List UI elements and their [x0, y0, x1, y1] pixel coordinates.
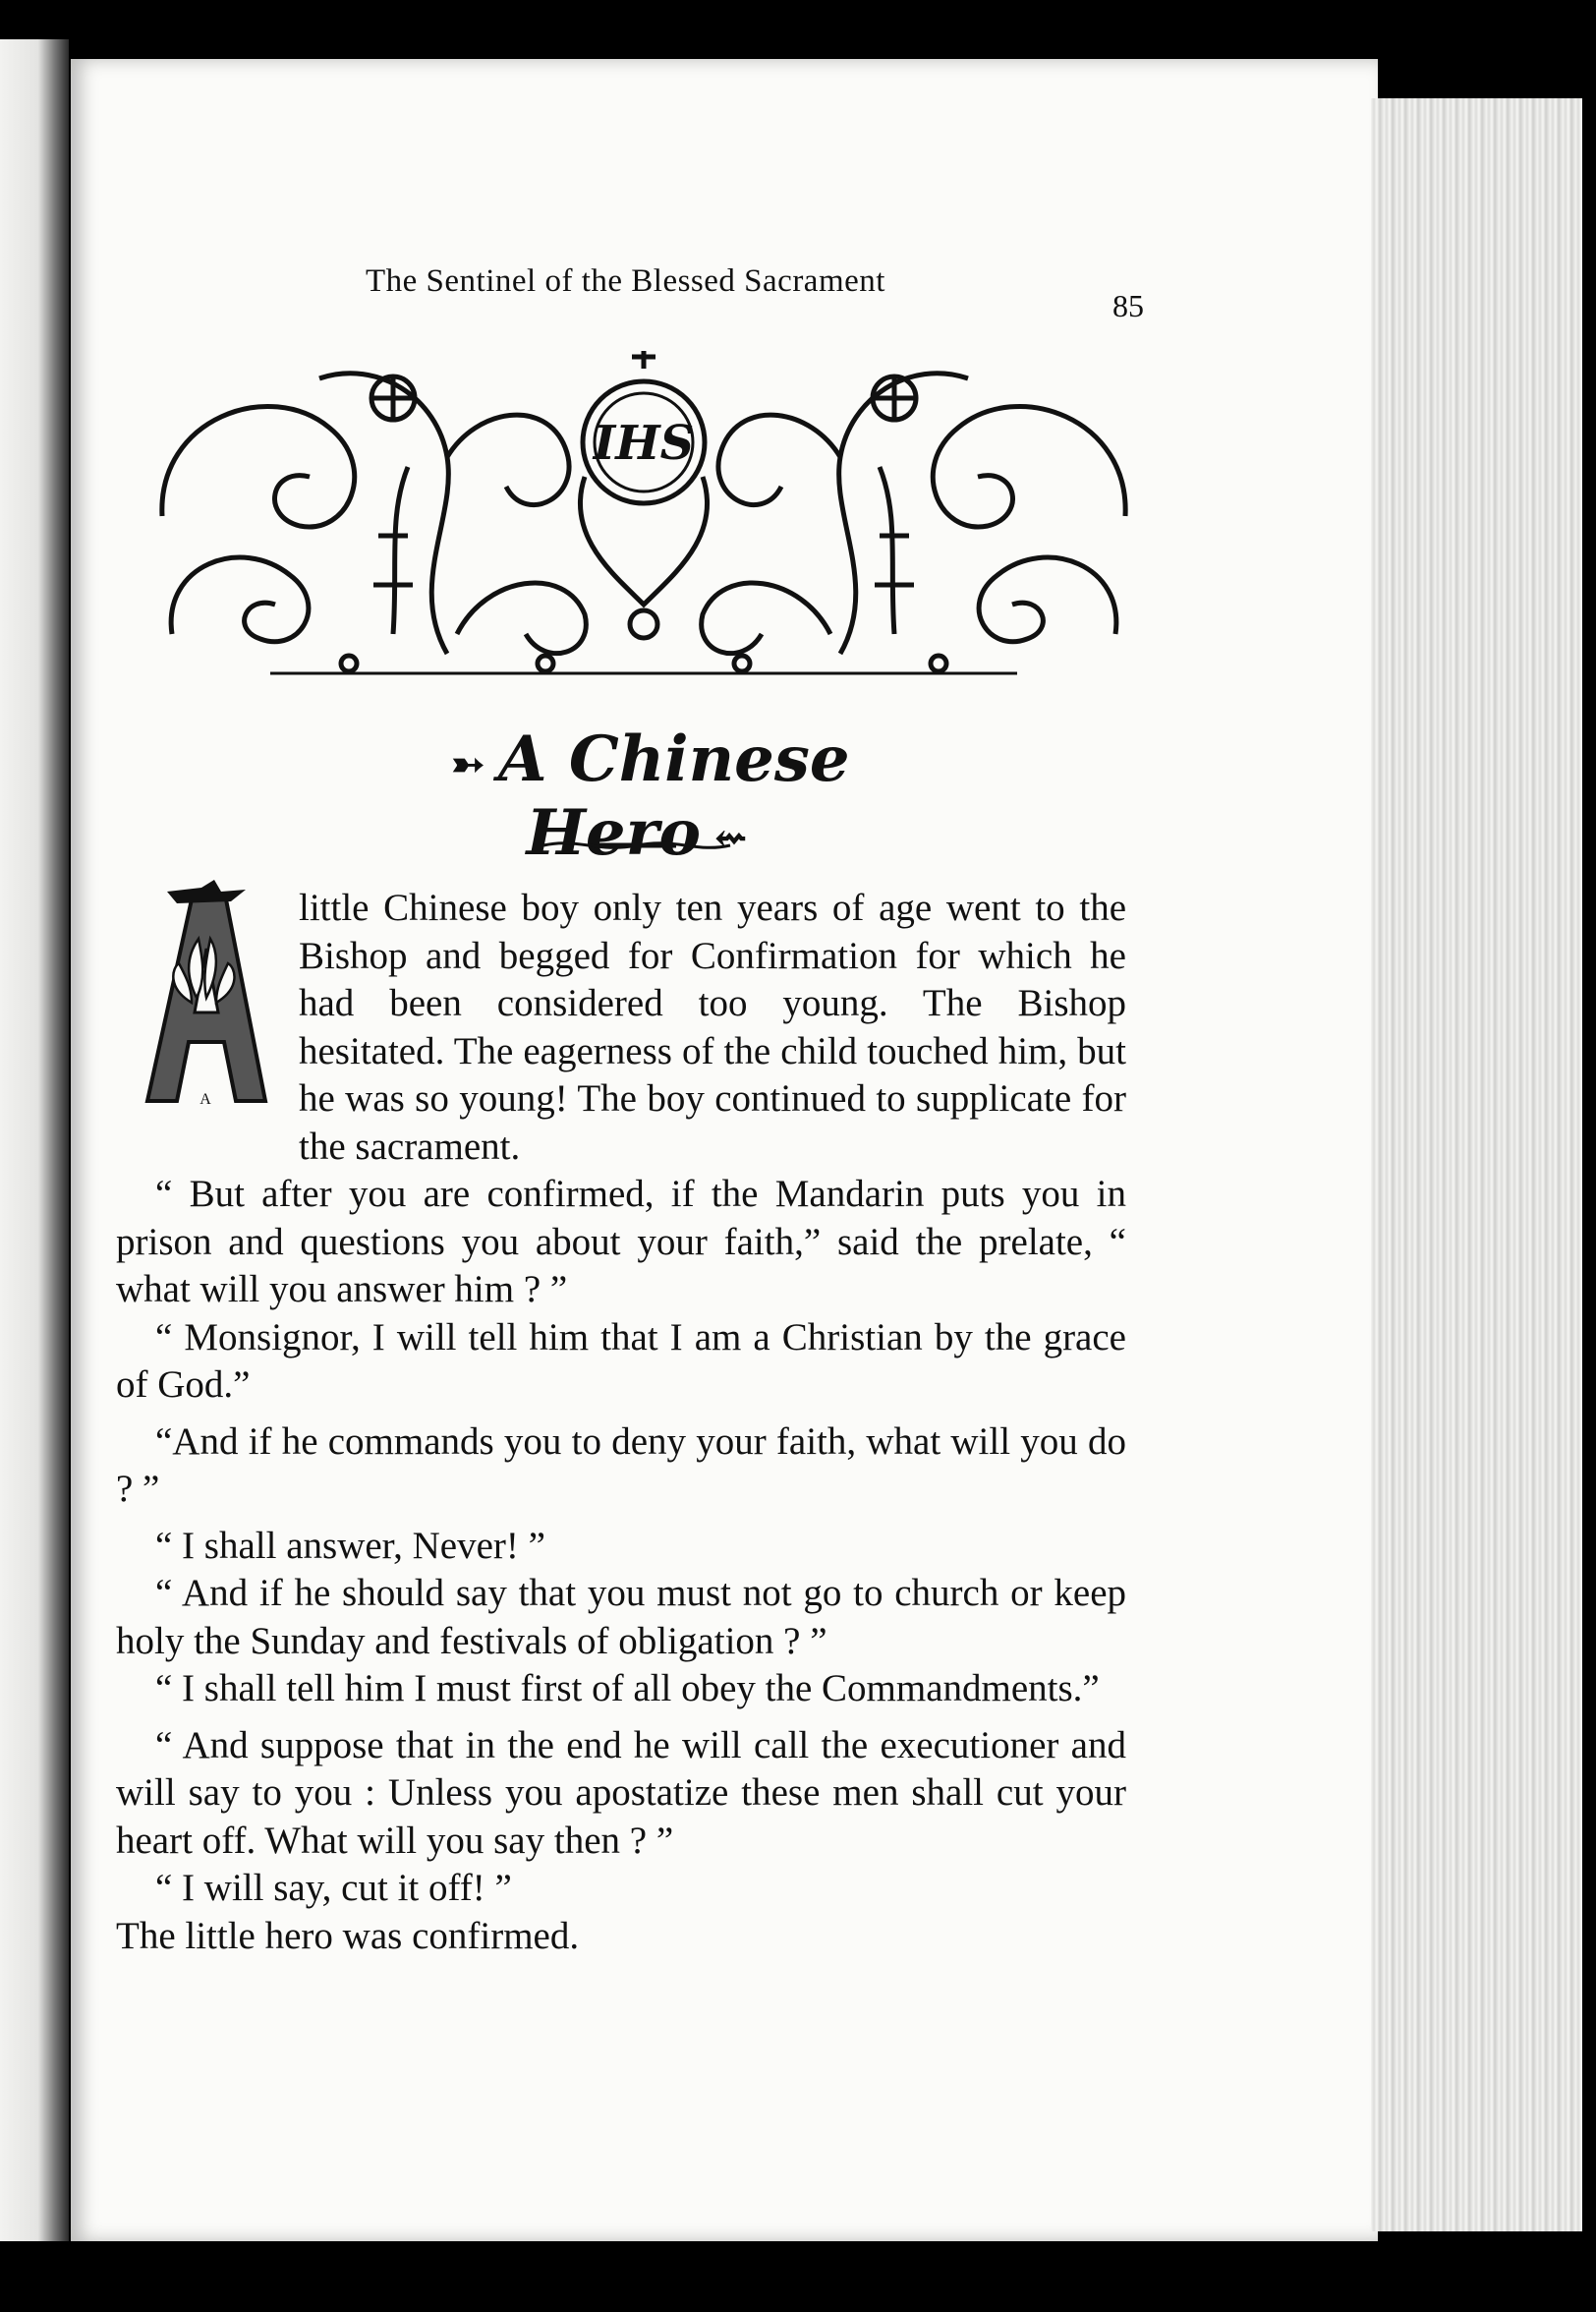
paragraph-4: “And if he commands you to deny your faith, what will you do ? ”: [116, 1419, 1126, 1510]
paragraph-1: little Chinese boy only ten years of age went to the Bishop and begged for Confirmation for which he had been considered too young. The Bishop hesitated. The eagerness of the child touched him, but he was so young! The boy continued to supplicate for the sacrament.: [299, 887, 1126, 1168]
paragraph-9: “ I will say, cut it off! ”: [155, 1867, 512, 1909]
dropcap-letter: A: [200, 1091, 211, 1108]
paragraph-2: “ But after you are confirmed, if the Mandarin puts you in prison and questions you about your faith,” said the prelate, “ what will you answer him ? ”: [116, 1173, 1126, 1310]
right-arrow-ornament: ⇜: [714, 815, 748, 861]
page-edges: [1371, 98, 1582, 2231]
paragraph-5: “ I shall answer, Never! ”: [155, 1524, 545, 1567]
paragraph-8: “ And suppose that in the end he will call the executioner and will say to you : Unless you apostatize these men shall cut your heart off. What will you say then ? ”: [116, 1723, 1126, 1862]
paragraph-6: “ And if he should say that you must not go to church or keep holy the Sunday and festivals of obligation ? ”: [116, 1572, 1126, 1662]
article-body: [116, 885, 1126, 1960]
book-spine: [0, 39, 69, 2241]
paragraph-10: The little hero was confirmed.: [116, 1914, 580, 1957]
chapter-title-text: A Chinese Hero: [497, 722, 850, 870]
paragraph-3: “ Monsignor, I will tell him that I am a Christian by the grace of God.”: [116, 1315, 1126, 1406]
running-head: The Sentinel of the Blessed Sacrament: [366, 263, 885, 299]
decorative-headpiece: [152, 339, 1135, 688]
left-arrow-ornament: ➳: [451, 741, 484, 787]
page-number: 85: [1112, 288, 1144, 323]
title-rule-ornament: [539, 836, 735, 855]
paragraph-7: “ I shall tell him I must first of all obey the Commandments.”: [155, 1667, 1100, 1709]
ihs-monogram: IHS: [593, 416, 695, 471]
